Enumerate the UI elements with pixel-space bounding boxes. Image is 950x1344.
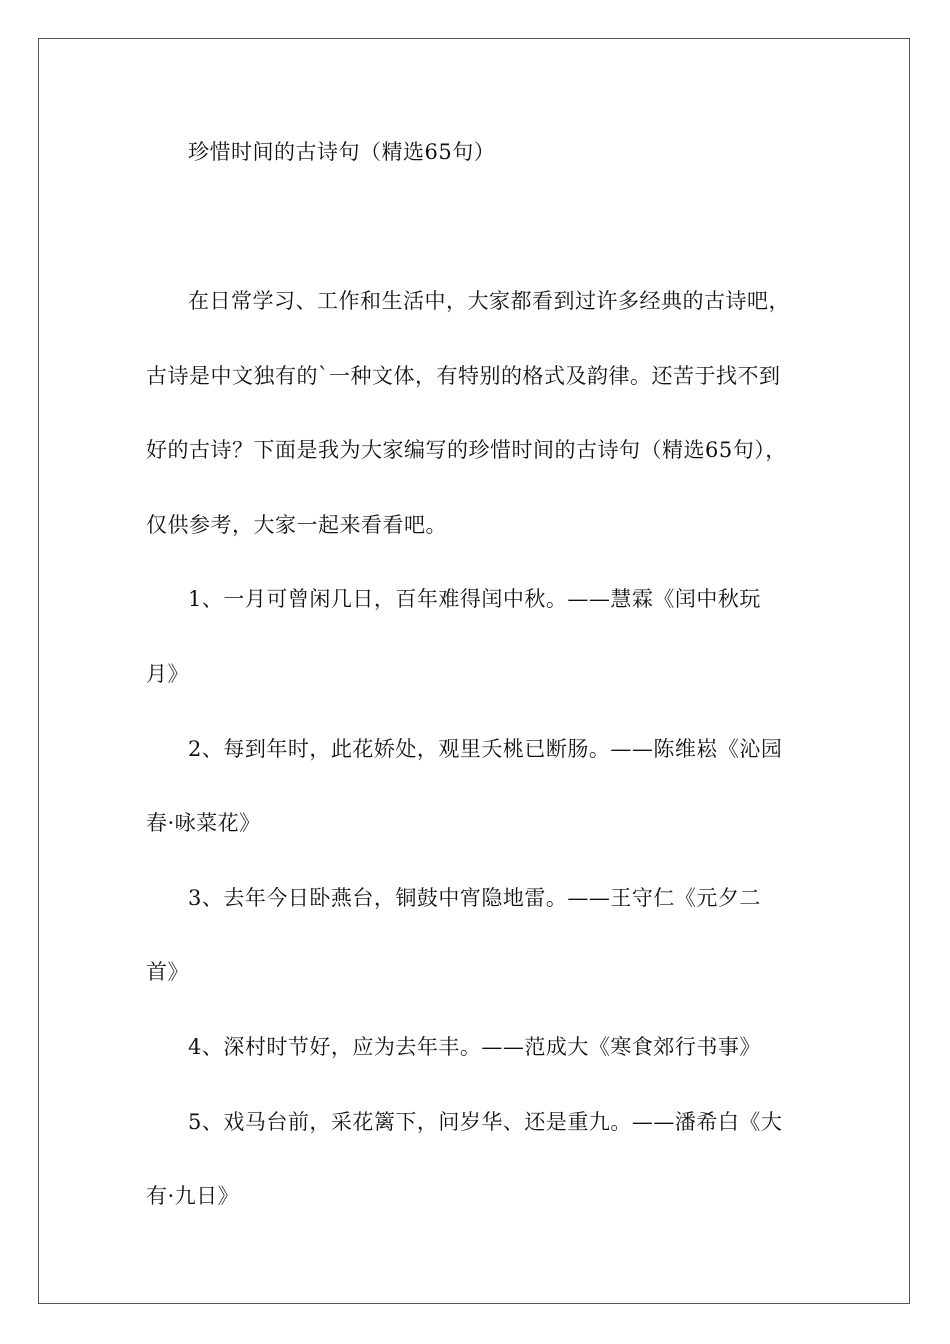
- item-3-line-2: 首》: [146, 960, 189, 984]
- intro-line-2: 古诗是中文独有的`一种文体，有特别的格式及韵律。还苦于找不到: [146, 364, 781, 388]
- intro-line-1: 在日常学习、工作和生活中，大家都看到过许多经典的古诗吧，: [188, 289, 790, 313]
- item-4-line-1: 4、深村时节好，应为去年丰。——范成大《寒食郊行书事》: [188, 1035, 761, 1059]
- item-5-line-2: 有·九日》: [146, 1184, 240, 1208]
- intro-line-3: 好的古诗？下面是我为大家编写的珍惜时间的古诗句（精选65句），: [146, 438, 787, 462]
- item-3-line-1: 3、去年今日卧燕台，铜鼓中宵隐地雷。——王守仁《元夕二: [188, 886, 761, 910]
- item-1-line-1: 1、一月可曾闲几日，百年难得闰中秋。——慧霖《闰中秋玩: [188, 587, 761, 611]
- item-2-line-1: 2、每到年时，此花娇处，观里夭桃已断肠。——陈维崧《沁园: [188, 737, 783, 761]
- document-title: 珍惜时间的古诗句（精选65句）: [188, 140, 496, 164]
- item-1-line-2: 月》: [146, 662, 189, 686]
- intro-line-4: 仅供参考，大家一起来看看吧。: [146, 513, 447, 537]
- item-5-line-1: 5、戏马台前，采花篱下，问岁华、还是重九。——潘希白《大: [188, 1110, 783, 1134]
- item-2-line-2: 春·咏菜花》: [146, 811, 261, 835]
